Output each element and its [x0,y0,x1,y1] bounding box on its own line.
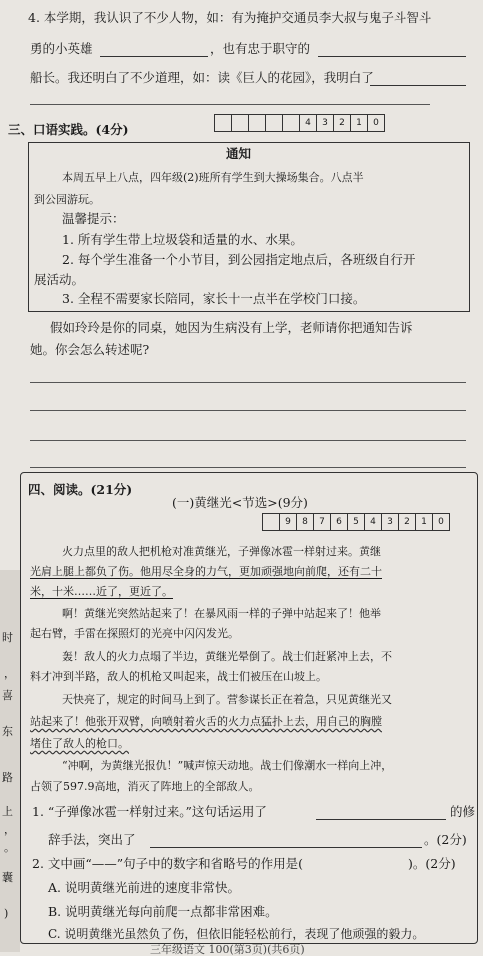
passage-text: 天快亮了，规定的时间马上到了。营参谋长正在着急，只见黄继光又 [62,693,392,706]
passage-text: 轰！敌人的火力点塌了半边，黄继光晕倒了。战士们赶紧冲上去，不 [62,650,392,663]
passage-text: 占领了597.9高地，消灭了阵地上的全部敌人。 [30,780,260,793]
answer-line[interactable] [30,440,466,441]
passage-text: 光肩上腿上都负了伤。他用尽全身的力气，更加顽强地向前爬，还有二十 [30,565,382,578]
margin-char: 上 [2,805,13,818]
notice-body: 本周五早上八点，四年级(2)班所有学生到大操场集合。八点半 [62,171,364,184]
section3-question: 她。你会怎么转述呢? [30,342,150,357]
answer-blank[interactable] [318,56,466,57]
margin-char: ， [4,667,15,680]
margin-char: 囊 [2,871,13,884]
option-c: C. 说明黄继光虽然负了伤，但依旧能轻松前行，表现了他顽强的毅力。 [48,927,425,941]
q4-line3: 船长。我还明白了不少道理，如：读《巨人的花园》，我明白了 [30,70,374,85]
notice-tip: 2. 每个学生准备一个小节目，到公园指定地点后，各班级自行开 [62,252,416,267]
margin-char: 东 [2,725,13,738]
q4-line2b: ，也有忠于职守的 [210,41,311,56]
notice-tips-title: 温馨提示： [62,211,125,226]
passage-text: 起右臂，手雷在探照灯的光亮中闪闪发光。 [30,627,239,640]
notice-title: 通知 [226,146,252,161]
notice-tip: 1. 所有学生带上垃圾袋和适量的水、水果。 [62,232,303,247]
score-grid: 9 8 7 6 5 4 3 2 1 0 [262,513,450,531]
margin-char: ， [4,823,15,836]
passage-text: 火力点里的敌人把机枪对准黄继光，子弹像冰雹一样射过来。黄继 [62,545,381,558]
margin-char: 。 [4,841,15,854]
answer-blank[interactable] [370,85,466,86]
option-b: B. 说明黄继光每向前爬一点都非常困难。 [48,904,278,919]
passage-text: 米，十米……近了，更近了。 [30,585,173,598]
answer-line[interactable] [30,382,466,383]
adjacent-page-edge [0,570,20,952]
passage-text: 堵住了敌人的枪口。 [30,737,129,750]
answer-blank[interactable] [100,56,208,57]
question-1-suffix: 的修 [450,804,476,819]
margin-char: 时 [2,631,13,644]
page-footer: 三年级语文 100(第3页)(共6页) [150,943,305,956]
passage-text: “冲啊，为黄继光报仇！”喊声惊天动地。战士们像潮水一样向上冲， [62,759,393,772]
passage-text: 料才冲到半路，敌人的机枪又叫起来，战士们被压在山坡上。 [30,670,327,683]
answer-blank[interactable] [150,847,422,848]
section4-title: 四、阅读。(21分) [28,482,133,497]
passage-text: 啊！黄继光突然站起来了！在暴风雨一样的子弹中站起来了！他举 [62,607,381,620]
margin-char: 路 [2,771,13,784]
q4-line2a: 勇的小英雄 [30,41,93,56]
margin-char: ) [4,907,9,920]
passage-title: (一)黄继光<节选>(9分) [172,495,308,510]
notice-tip: 3. 全程不需要家长陪同，家长十一点半在学校门口接。 [62,291,366,306]
notice-tip: 展活动。 [34,272,85,287]
section3-title: 三、口语实践。(4分) [8,122,129,137]
q4-line1: 4. 本学期，我认识了不少人物，如：有为掩护交通员李大叔与鬼子斗智斗 [28,10,432,25]
section3-question: 假如玲玲是你的同桌，她因为生病没有上学，老师请你把通知告诉 [50,320,413,335]
margin-char: 喜 [2,689,13,702]
question-2: 2. 文中画“——”句子中的数字和省略号的作用是( [32,856,304,871]
notice-box [28,142,470,312]
answer-blank[interactable] [316,819,446,820]
question-1-line2: 辞手法，突出了 [48,832,136,847]
notice-body: 到公园游玩。 [34,193,100,206]
answer-line[interactable] [30,410,466,411]
question-2-score: )。(2分) [408,856,456,871]
passage-text: 站起来了！他张开双臂，向喷射着火舌的火力点猛扑上去，用自己的胸膛 [30,715,382,728]
answer-line[interactable] [30,104,430,105]
score-grid: 4 3 2 1 0 [214,114,385,132]
question-1: 1. “子弹像冰雹一样射过来。”这句话运用了 [32,804,267,819]
reading-box [20,472,478,944]
option-a: A. 说明黄继光前进的速度非常快。 [48,880,240,895]
question-1-score: 。(2分) [424,832,467,847]
answer-line[interactable] [30,467,466,468]
